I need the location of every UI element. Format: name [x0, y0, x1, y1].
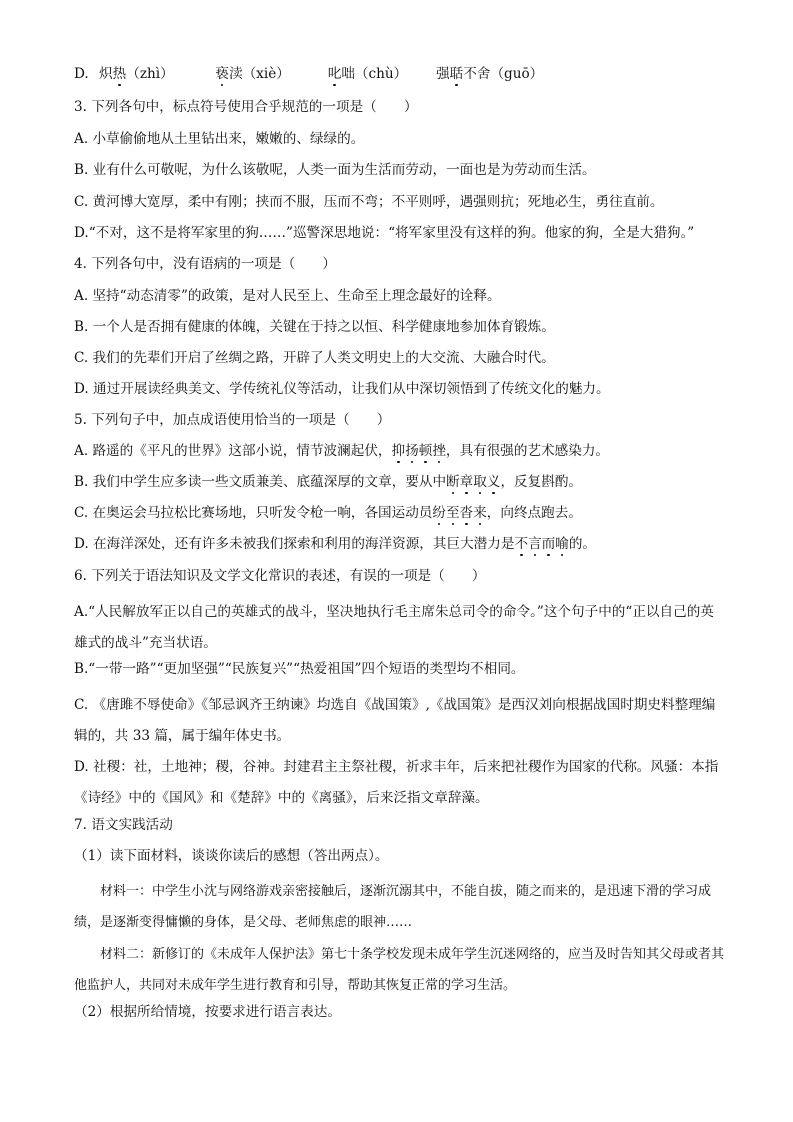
question-5-option-d: D. 在海洋深处，还有许多未被我们探索和利用的海洋资源，其巨大潜力是不言而喻的。 [74, 536, 597, 552]
emphasis-char: 言 [528, 536, 542, 552]
dotted-idiom [446, 474, 500, 490]
question-4-stem: 4. 下列各句中，没有语病的一项是（ ） [74, 256, 336, 272]
emphasis-char: 断 [446, 474, 460, 490]
emphasis-char: 取 [473, 474, 487, 490]
emphasis-char: 而 [541, 536, 556, 552]
word-3: 叱咄（chù） [327, 66, 408, 82]
word-4: 强聒不舍（guō） [436, 66, 544, 82]
question-5-stem: 5. 下列句子中，加点成语使用恰当的一项是（ ） [74, 412, 391, 428]
question-7-title: 7. 语文实践活动 [74, 817, 173, 833]
emphasis-char: 挫 [432, 443, 446, 459]
question-5-option-c: C. 在奥运会马拉松比赛场地，只听发令枪一响，各国运动员纷至沓来，向终点跑去。 [74, 505, 582, 521]
emphasis-char: 义 [486, 474, 501, 490]
question-3-option-a: A. 小草偷偷地从土里钻出来，嫩嫩的、绿绿的。 [74, 131, 365, 147]
emphasis-char: 扬 [405, 443, 419, 459]
question-4-option-d: D. 通过开展读经典美文、学传统礼仪等活动，让我们从中深切领悟到了传统文化的魅力。 [74, 381, 610, 397]
question-3-option-d: D.“不对，这不是将军家里的狗……”巡警深思地说：“将军家里没有这样的狗。他家的狗，全是大猎狗。” [74, 225, 695, 241]
emphasis-char: 不 [514, 536, 529, 552]
question-6-option-a: A.“人民解放军正以自己的英雄式的战斗，坚决地执行毛主席朱总司令的命令。”这个句子中的“正以自己的英雄式的战斗”充当状语。 [74, 604, 714, 651]
emphasis-char: 顿 [418, 443, 433, 459]
question-3-option-b: B. 业有什么可敬呢，为什么该敬呢，人类一面为生活而劳动，一面也是为劳动而生活。 [74, 162, 596, 178]
material-1: 材料一：中学生小沈与网络游戏亲密接触后，逐渐沉溺其中，不能自拔，随之而来的，是迅速下滑的学习成绩，是逐渐变得慵懒的身体，是父母、老师焦虑的眼神…… [74, 884, 712, 930]
emphasis-char: 抑 [391, 443, 406, 459]
question-3-stem: 3. 下列各句中，标点符号使用合乎规范的一项是（ ） [74, 99, 418, 115]
option-label: D. [74, 66, 89, 82]
emphasis-char: 沓 [459, 505, 474, 521]
question-7-part-1: （1）读下面材料，谈谈你读后的感想（答出两点）。 [74, 848, 389, 864]
emphasis-char: 喻 [555, 536, 569, 552]
question-6-option-b: B.“一带一路”“更加坚强”“民族复兴”“热爱祖国”四个短语的类型均不相同。 [74, 661, 525, 677]
emphasis-char: 纷 [432, 505, 446, 521]
question-6-stem: 6. 下列关于语法知识及文学文化常识的表述，有误的一项是（ ） [74, 568, 486, 584]
word-1: 炽热（zhì） [99, 66, 174, 82]
material-2: 材料二：新修订的《未成年人保护法》第七十条学校发现未成年学生沉迷网络的，应当及时告知其父母或者其他监护人，共同对未成年学生进行教育和引导，帮助其恢复正常的学习生活。 [74, 947, 725, 993]
question-6-option-d: D. 社稷：社，土地神；稷，谷神。封建君主主祭社稷，祈求丰年，后来把社稷作为国家的代称。风骚：本指《诗经》中的《国风》和《楚辞》中的《离骚》，后来泛指文章辞藻。 [74, 759, 719, 806]
emphasis-char: 来 [473, 505, 487, 521]
question-4-option-b: B. 一个人是否拥有健康的体魄，关键在于持之以恒、科学健康地参加体育锻炼。 [74, 319, 555, 335]
question-4-option-c: C. 我们的先辈们开启了丝绸之路，开辟了人类文明史上的大交流、大融合时代。 [74, 350, 555, 366]
dotted-idiom [392, 443, 446, 459]
emphasis-char: 至 [446, 505, 460, 521]
option-d-pinyin-row [74, 64, 724, 84]
question-3-option-c: C. 黄河博大宽厚，柔中有刚；挟而不服，压而不弯；不平则呼，遇强则抗；死地必生，勇往直前。 [74, 194, 664, 210]
question-5-option-a: A. 路遥的《平凡的世界》这部小说，情节波澜起伏，抑扬顿挫，具有很强的艺术感染力。 [74, 443, 610, 459]
emphasis-char: 章 [459, 474, 474, 490]
question-7-part-2: （2）根据所给情境，按要求进行语言表达。 [74, 1004, 341, 1020]
question-6-option-c: C. 《唐雎不辱使命》《邹忌讽齐王纳谏》均选自《战国策》,《战国策》是西汉刘向根据战国时期史料整理编辑的，共 33 篇，属于编年体史书。 [74, 697, 716, 744]
question-4-option-a: A. 坚持“动态清零”的政策，是对人民至上、生命至上理念最好的诠释。 [74, 288, 501, 304]
dotted-idiom [514, 536, 568, 552]
dotted-idiom [432, 505, 486, 521]
word-2: 亵渎（xiè） [215, 66, 290, 82]
question-5-option-b: B. 我们中学生应多读一些文质兼美、底蕴深厚的文章，要从中断章取义，反复斟酌。 [74, 474, 583, 490]
